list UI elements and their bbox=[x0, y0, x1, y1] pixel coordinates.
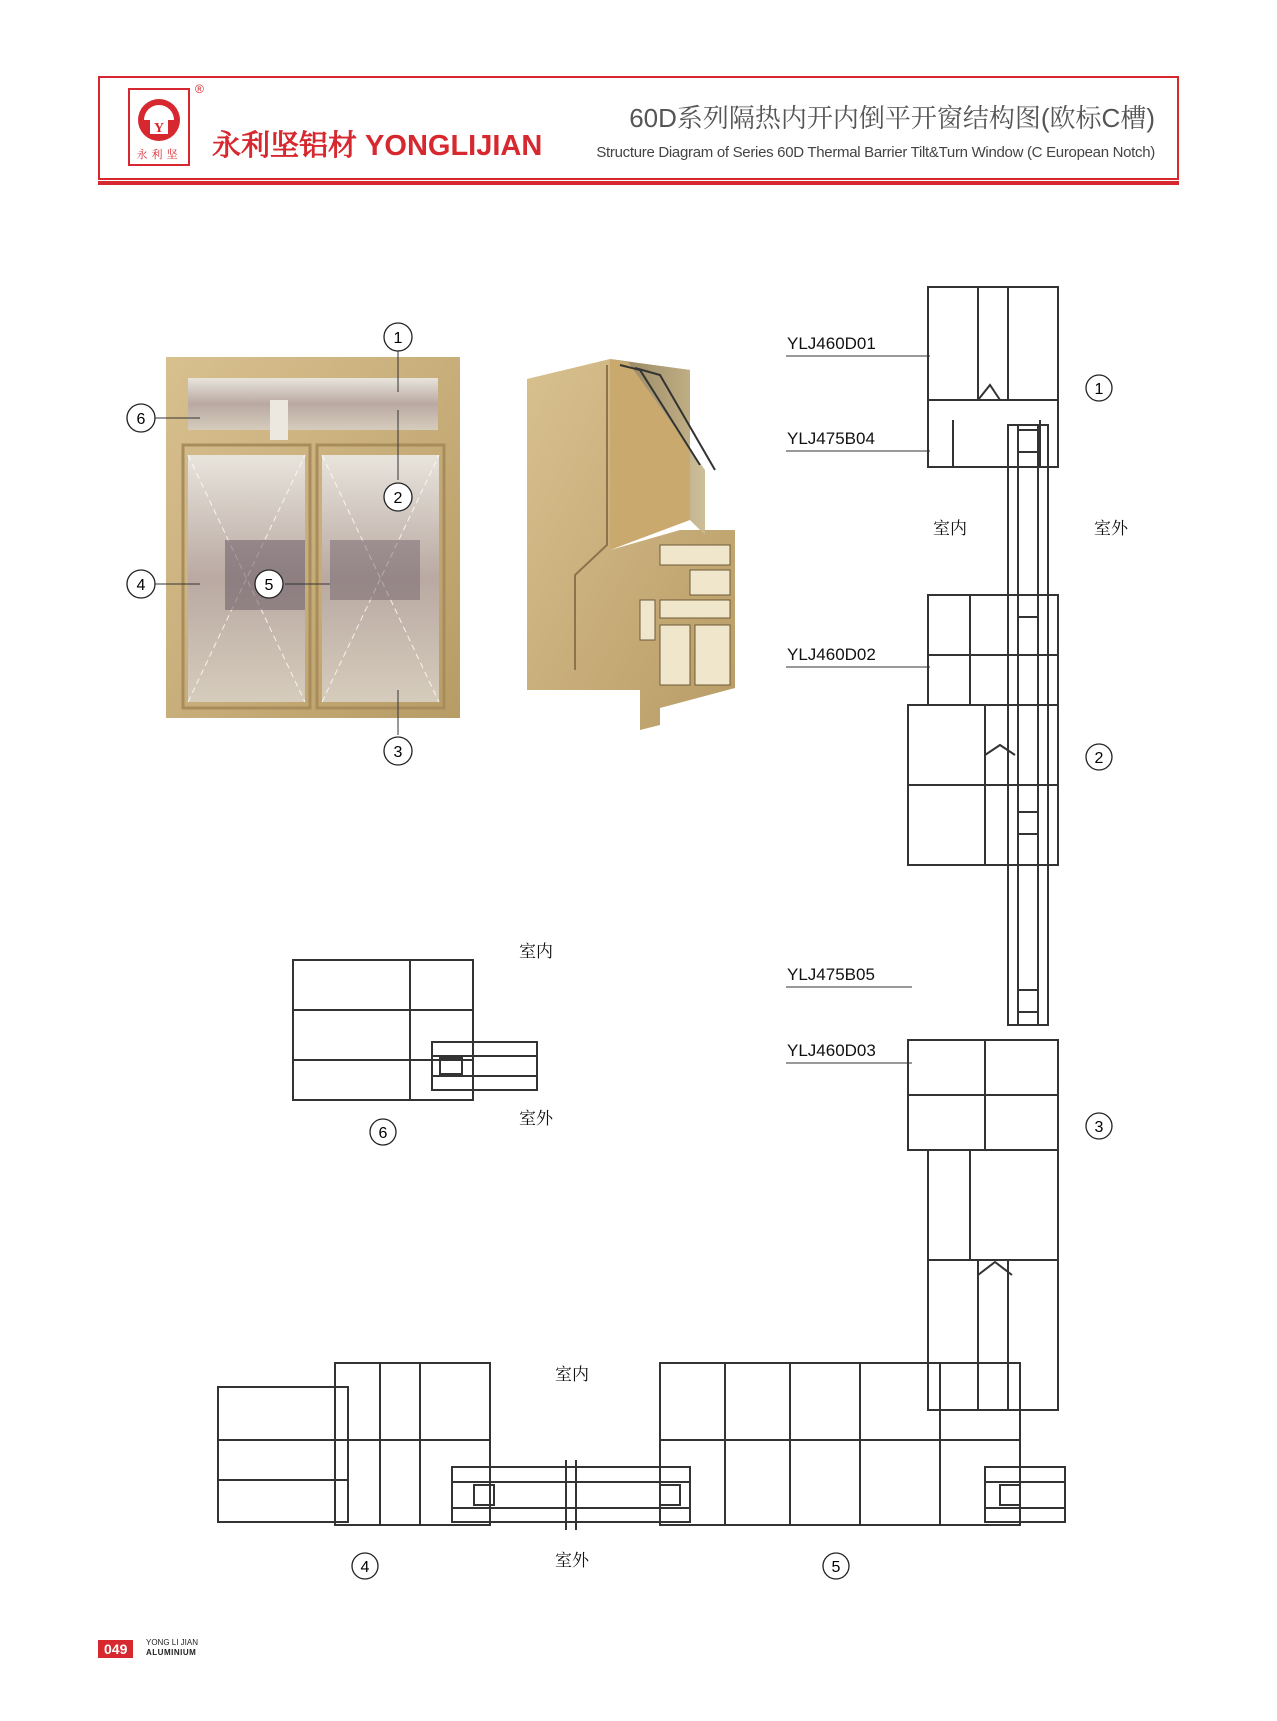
label-outdoor-horizontal: 室外 bbox=[555, 1551, 589, 1570]
window-elevation bbox=[166, 357, 460, 718]
label-ylj460d01: YLJ460D01 bbox=[787, 334, 876, 353]
label-ylj475b04: YLJ475B04 bbox=[787, 429, 875, 448]
callout-5 bbox=[255, 570, 283, 598]
callout-4 bbox=[127, 570, 155, 598]
svg-text:5: 5 bbox=[831, 1559, 841, 1576]
footer-brand bbox=[146, 1638, 198, 1658]
svg-text:1: 1 bbox=[393, 330, 403, 347]
section-6 bbox=[293, 960, 537, 1100]
svg-text:4: 4 bbox=[136, 577, 146, 594]
svg-text:2: 2 bbox=[1094, 750, 1104, 767]
callout-2 bbox=[384, 483, 412, 511]
svg-text:Y: Y bbox=[153, 121, 165, 136]
svg-text:2: 2 bbox=[393, 490, 403, 507]
corner-section-3d bbox=[527, 359, 735, 730]
svg-text:4: 4 bbox=[360, 1559, 370, 1576]
footer-brand-line2: ALUMINIUM bbox=[146, 1648, 197, 1657]
label-outdoor-6: 室外 bbox=[519, 1109, 553, 1128]
svg-text:1: 1 bbox=[1094, 381, 1104, 398]
label-indoor-6: 室内 bbox=[519, 942, 553, 961]
callout-1-section bbox=[1086, 375, 1112, 401]
callout-5-section bbox=[823, 1553, 849, 1579]
label-outdoor-vertical: 室外 bbox=[1094, 519, 1128, 538]
horizontal-callouts bbox=[352, 1553, 849, 1579]
callout-3 bbox=[384, 737, 412, 765]
svg-text:6: 6 bbox=[378, 1125, 388, 1142]
vertical-callouts bbox=[1086, 375, 1112, 1139]
callout-6 bbox=[127, 404, 155, 432]
page-title-en: Structure Diagram of Series 60D Thermal Barrier Tilt&Turn Window (C European Notch) bbox=[596, 144, 1155, 161]
callout-1 bbox=[384, 323, 412, 351]
transom-glass bbox=[188, 378, 438, 430]
svg-text:3: 3 bbox=[393, 744, 403, 761]
svg-text:5: 5 bbox=[264, 577, 274, 594]
horizontal-section bbox=[218, 1363, 1065, 1530]
callout-4-section bbox=[352, 1553, 378, 1579]
callout-2-section bbox=[1086, 744, 1112, 770]
svg-text:3: 3 bbox=[1094, 1119, 1104, 1136]
callout-6-section bbox=[370, 1119, 396, 1145]
brand-name: 永利坚铝材 YONGLIJIAN bbox=[212, 130, 543, 162]
label-ylj460d03: YLJ460D03 bbox=[787, 1041, 876, 1060]
callout-3-section bbox=[1086, 1113, 1112, 1139]
footer-brand-line1: YONG LI JIAN bbox=[146, 1638, 199, 1647]
logo-caption: 永利坚 bbox=[136, 149, 182, 161]
registered-mark: ® bbox=[195, 82, 204, 96]
svg-text:6: 6 bbox=[136, 411, 146, 428]
label-ylj475b05: YLJ475B05 bbox=[787, 965, 875, 984]
page-title-cn: 60D系列隔热内开内倒平开窗结构图(欧标C槽) bbox=[629, 103, 1155, 133]
page-number: 049 bbox=[98, 1640, 133, 1658]
label-indoor-horizontal: 室内 bbox=[555, 1365, 589, 1384]
label-indoor-vertical: 室内 bbox=[933, 519, 967, 538]
vertical-section bbox=[908, 287, 1058, 1410]
label-ylj460d02: YLJ460D02 bbox=[787, 645, 876, 664]
